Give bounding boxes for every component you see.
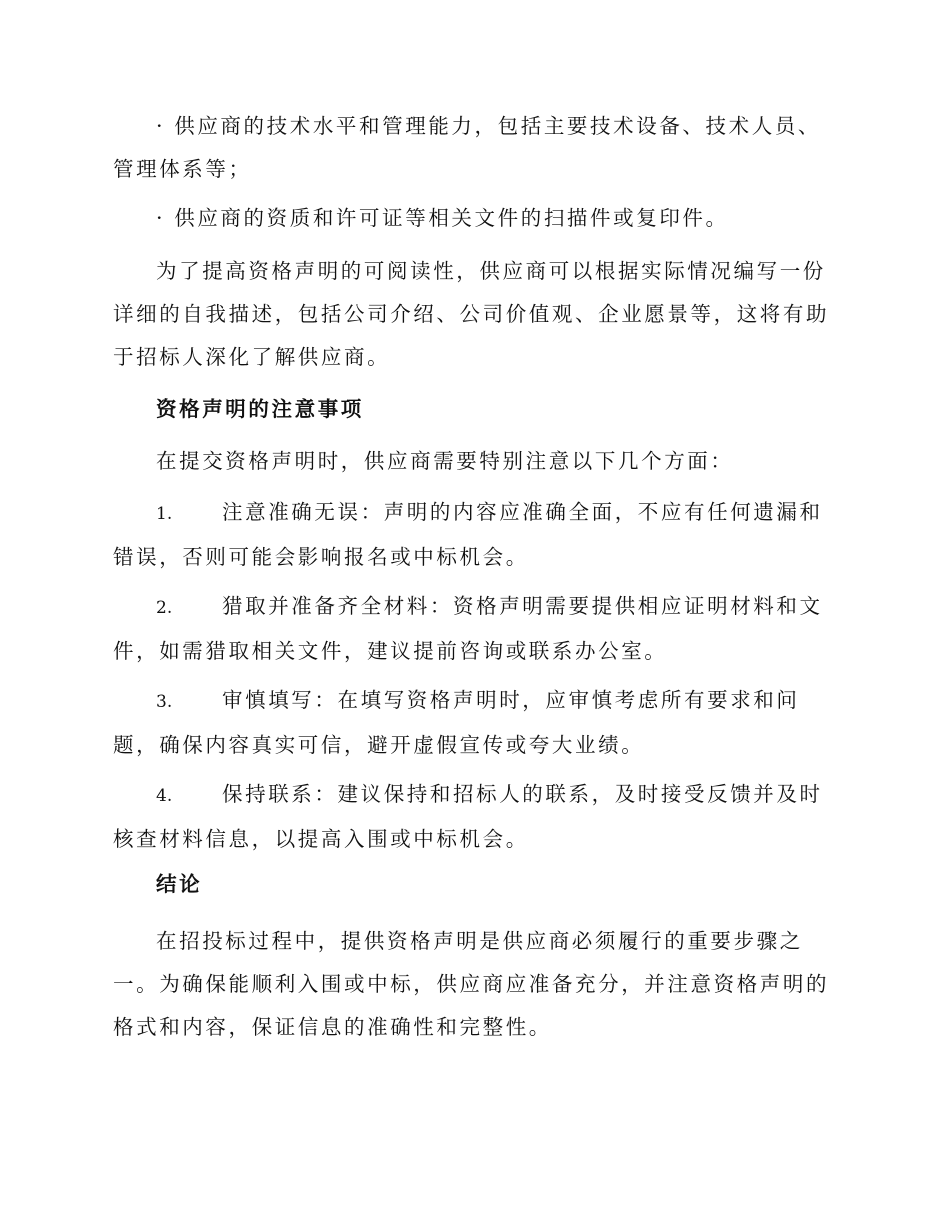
section-heading: 结论 (156, 872, 203, 896)
bullet-paragraph: · 供应商的技术水平和管理能力，包括主要技术设备、技术人员、管理体系等； (113, 114, 822, 181)
numbered-item (113, 679, 833, 767)
section-lead-paragraph: 在提交资格声明时，供应商需要特别注意以下几个方面： (156, 449, 734, 473)
item-number: 2. (156, 598, 173, 618)
item-text: 注意准确无误：声明的内容应准确全面，不应有任何遗漏和错误，否则可能会影响报名或中标机会。 (113, 500, 823, 569)
conclusion-paragraph: 在招投标过程中，提供资格声明是供应商必须履行的重要步骤之一。为确保能顺利入围或中标，供应商应准备充分，并注意资格声明的格式和内容，保证信息的准确性和完整性。 (113, 929, 830, 1039)
section-heading: 资格声明的注意事项 (156, 397, 364, 421)
numbered-item (113, 773, 833, 861)
item-number: 4. (156, 786, 173, 806)
item-number: 1. (156, 504, 173, 524)
numbered-item (113, 491, 833, 579)
bullet-paragraph: · 供应商的资质和许可证等相关文件的扫描件或复印件。 (156, 206, 729, 230)
item-text: 猎取并准备齐全材料：资格声明需要提供相应证明材料和文件，如需猎取相关文件，建议提前咨询或联系办公室。 (113, 594, 823, 663)
intro-paragraph: 为了提高资格声明的可阅读性，供应商可以根据实际情况编写一份详细的自我描述，包括公司介绍、公司价值观、企业愿景等，这将有助于招标人深化了解供应商。 (113, 259, 830, 369)
item-number: 3. (156, 692, 173, 712)
item-text: 审慎填写：在填写资格声明时，应审慎考虑所有要求和问题，确保内容真实可信，避开虚假宣传或夸大业绩。 (113, 688, 800, 757)
item-text: 保持联系：建议保持和招标人的联系，及时接受反馈并及时核查材料信息，以提高入围或中标机会。 (113, 782, 823, 851)
numbered-item (113, 585, 833, 673)
